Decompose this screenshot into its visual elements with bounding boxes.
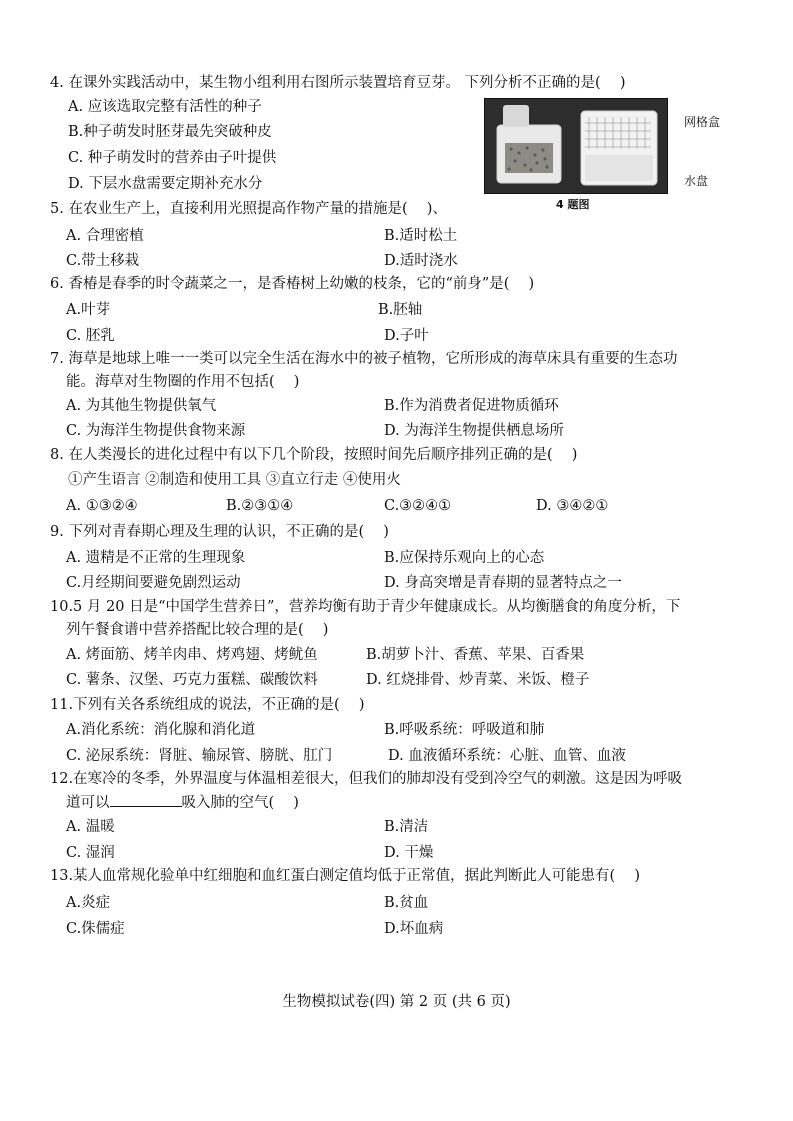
figure-caption: 4 题图 — [556, 198, 590, 211]
q13-option-d: D.坏血病 — [384, 921, 444, 937]
q4-option-c: C. 种子萌发时的营养由子叶提供 — [68, 150, 277, 166]
q9-option-b: B.应保持乐观向上的心态 — [384, 550, 545, 566]
q13-option-c: C.侏儒症 — [66, 921, 125, 937]
q9-option-c: C.月经期间要避免剧烈运动 — [66, 575, 241, 591]
q12-stem-part1: 道可以 — [66, 795, 110, 811]
q6-stem: 6. 香椿是春季的时令蔬菜之一，是香椿树上幼嫩的枝条，它的“前身”是( ) — [50, 276, 535, 292]
q5-option-b: B.适时松土 — [384, 228, 458, 244]
q5-option-d: D.适时浇水 — [384, 253, 458, 269]
q10-option-c: C. 薯条、汉堡、巧克力蛋糕、碳酸饮料 — [66, 672, 318, 688]
q12-option-a: A. 温暖 — [66, 819, 115, 835]
q12-stem-part2: 吸入肺的空气( ) — [181, 795, 299, 811]
q9-stem: 9. 下列对青春期心理及生理的认识，不正确的是( ) — [50, 524, 389, 540]
q8-stem: 8. 在人类漫长的进化过程中有以下几个阶段，按照时间先后顺序排列正确的是( ) — [50, 447, 578, 463]
q7-option-a: A. 为其他生物提供氧气 — [66, 398, 217, 414]
q4-figure-photo — [484, 98, 668, 194]
q7-option-b: B.作为消费者促进物质循环 — [384, 398, 559, 414]
q8-option-a: A. ①③②④ — [66, 498, 138, 514]
q8-items: ①产生语言 ②制造和使用工具 ③直立行走 ④使用火 — [68, 472, 401, 488]
q4-option-a: A. 应该选取完整有活性的种子 — [68, 99, 262, 115]
q11-option-c: C. 泌尿系统：肾脏、输尿管、膀胱、肛门 — [66, 748, 333, 764]
q13-option-a: A.炎症 — [66, 895, 111, 911]
q7-stem-line2: 能。海草对生物圈的作用不包括( ) — [66, 374, 300, 390]
q10-option-b: B.胡萝卜汁、香蕉、苹果、百香果 — [366, 647, 585, 663]
q4-stem: 4. 在课外实践活动中，某生物小组利用右图所示装置培育豆芽。 下列分析不正确的是( ) — [50, 75, 626, 91]
q12-stem-line1: 12.在寒冷的冬季，外界温度与体温相差很大，但我们的肺却没有受到冷空气的刺激。这是因为呼吸 — [50, 771, 683, 787]
q10-stem-line1: 10.5 月 20 日是“中国学生营养日”，营养均衡有助于青少年健康成长。从均衡膳食的角度分析，下 — [50, 599, 681, 615]
q6-option-c: C. 胚乳 — [66, 328, 115, 344]
figure-label-water-tray: 水盘 — [684, 174, 709, 188]
q8-option-d: D. ③④②① — [536, 498, 609, 514]
q9-option-a: A. 遗精是不正常的生理现象 — [66, 550, 246, 566]
q10-option-d: D. 红烧排骨、炒青菜、米饭、橙子 — [366, 672, 590, 688]
q5-stem: 5. 在农业生产上，直接利用光照提高作物产量的措施是( )、 — [50, 201, 447, 217]
q11-stem: 11.下列有关各系统组成的说法，不正确的是( ) — [50, 697, 365, 713]
q4-option-b: B.种子萌发时胚芽最先突破种皮 — [68, 124, 272, 140]
q5-option-c: C.带土移栽 — [66, 253, 140, 269]
q11-option-d: D. 血液循环系统：心脏、血管、血液 — [388, 748, 626, 764]
q10-stem-line2: 列午餐食谱中营养搭配比较合理的是( ) — [66, 622, 329, 638]
figure-label-grid-box: 网格盒 — [684, 115, 721, 129]
q12-stem-line2 — [66, 792, 299, 813]
q9-option-d: D. 身高突增是青春期的显著特点之一 — [384, 575, 622, 591]
q8-option-c: C.③②④① — [384, 498, 452, 514]
q6-option-d: D.子叶 — [384, 328, 429, 344]
q7-option-d: D. 为海洋生物提供栖息场所 — [384, 423, 564, 439]
q7-stem-line1: 7. 海草是地球上唯一一类可以完全生活在海水中的被子植物，它所形成的海草床具有重要的生态功 — [50, 351, 678, 367]
q13-option-b: B.贫血 — [384, 895, 429, 911]
q12-option-c: C. 湿润 — [66, 845, 115, 861]
q5-option-a: A. 合理密植 — [66, 228, 144, 244]
q6-option-b: B.胚轴 — [378, 302, 423, 318]
q10-option-a: A. 烤面筋、烤羊肉串、烤鸡翅、烤鱿鱼 — [66, 647, 318, 663]
q13-stem: 13.某人血常规化验单中红细胞和血红蛋白测定值均低于正常值，据此判断此人可能患有( ) — [50, 868, 640, 884]
q11-option-a: A.消化系统：消化腺和消化道 — [66, 722, 256, 738]
q4-option-d: D. 下层水盘需要定期补充水分 — [68, 176, 263, 192]
sprouting-apparatus-image — [485, 99, 667, 193]
page-footer: 生物模拟试卷(四) 第 2 页 (共 6 页) — [282, 994, 511, 1010]
q8-option-b: B.②③①④ — [226, 498, 294, 514]
q11-option-b: B.呼吸系统：呼吸道和肺 — [384, 722, 545, 738]
q7-option-c: C. 为海洋生物提供食物来源 — [66, 423, 246, 439]
q12-option-d: D. 干燥 — [384, 845, 434, 861]
q12-answer-blank — [110, 792, 182, 807]
q12-option-b: B.清洁 — [384, 819, 429, 835]
q6-option-a: A.叶芽 — [66, 302, 111, 318]
